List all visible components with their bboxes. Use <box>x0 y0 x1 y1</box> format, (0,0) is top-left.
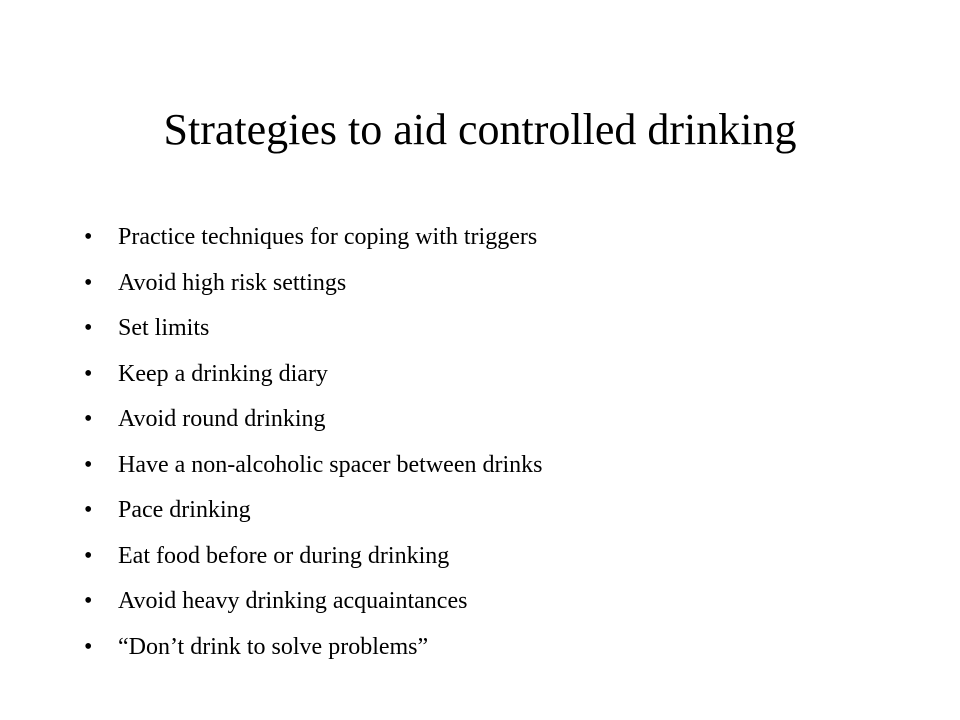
bullet-icon: • <box>84 315 93 342</box>
bullet-item <box>84 352 543 398</box>
bullet-icon: • <box>84 360 93 387</box>
bullet-text: Eat food before or during drinking <box>118 542 450 569</box>
bullet-icon: • <box>84 497 93 524</box>
bullet-text: Set limits <box>118 315 210 342</box>
bullet-icon: • <box>84 224 93 251</box>
bullet-item <box>84 443 543 489</box>
bullet-icon: • <box>84 269 93 296</box>
bullet-text: Practice techniques for coping with triggers <box>118 224 538 251</box>
bullet-text: “Don’t drink to solve problems” <box>118 633 429 660</box>
bullet-text: Avoid high risk settings <box>118 269 347 296</box>
bullet-item <box>84 488 543 534</box>
bullet-item <box>84 534 543 580</box>
bullet-icon: • <box>84 633 93 660</box>
bullet-item <box>84 215 543 261</box>
bullet-icon: • <box>84 406 93 433</box>
bullet-text: Keep a drinking diary <box>118 360 328 387</box>
bullet-item <box>84 579 543 625</box>
bullet-icon: • <box>84 588 93 615</box>
bullet-list <box>84 215 543 670</box>
bullet-icon: • <box>84 451 93 478</box>
bullet-item <box>84 397 543 443</box>
bullet-text: Have a non-alcoholic spacer between drinks <box>118 451 543 478</box>
bullet-text: Pace drinking <box>118 497 251 524</box>
bullet-text: Avoid heavy drinking acquaintances <box>118 588 468 615</box>
bullet-icon: • <box>84 542 93 569</box>
bullet-text: Avoid round drinking <box>118 406 326 433</box>
slide-title: Strategies to aid controlled drinking <box>163 105 797 154</box>
bullet-item <box>84 261 543 307</box>
bullet-item <box>84 625 543 671</box>
bullet-item <box>84 306 543 352</box>
